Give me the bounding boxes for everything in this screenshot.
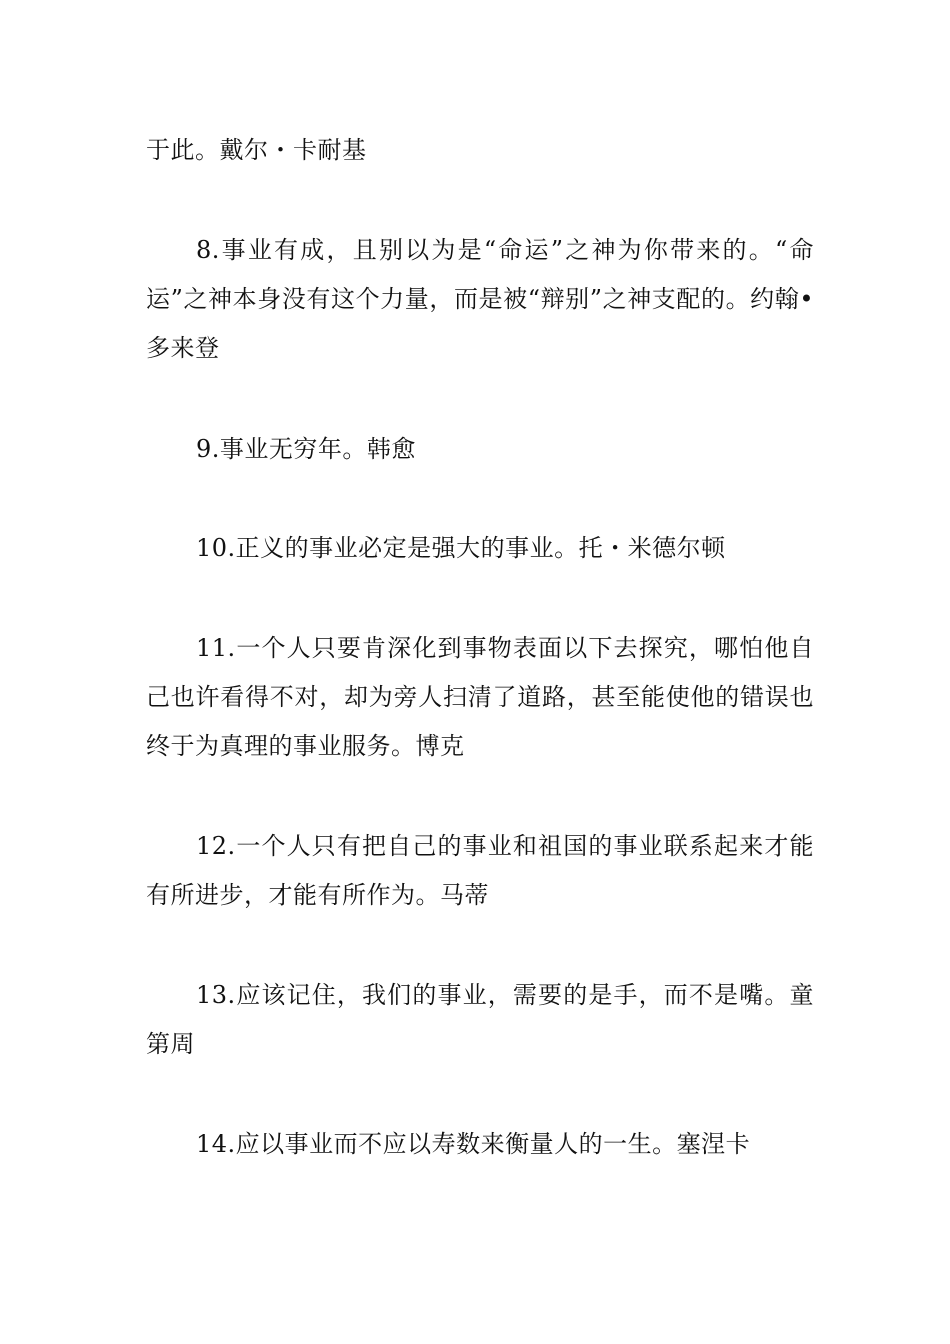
quote-9: 9.事业无穷年。韩愈 <box>196 435 416 463</box>
paragraph-continuation: 于此。戴尔・卡耐基 <box>146 136 367 164</box>
quote-13: 13.应该记住，我们的事业，需要的是手，而不是嘴。童第周 <box>146 981 814 1058</box>
quote-14: 14.应以事业而不应以寿数来衡量人的一生。塞涅卡 <box>196 1130 751 1158</box>
quote-8: 8.事业有成，且别以为是“命运”之神为你带来的。“命运”之神本身没有这个力量，而是被“辩别”之神支配的。约翰•多来登 <box>146 236 814 362</box>
quote-12: 12.一个人只有把自己的事业和祖国的事业联系起来才能有所进步，才能有所作为。马蒂 <box>146 832 814 909</box>
quote-10: 10.正义的事业必定是强大的事业。托・米德尔顿 <box>196 534 726 562</box>
quote-11: 11.一个人只要肯深化到事物表面以下去探究，哪怕他自己也许看得不对，却为旁人扫清了道路，甚至能使他的错误也终于为真理的事业服务。博克 <box>146 634 814 760</box>
